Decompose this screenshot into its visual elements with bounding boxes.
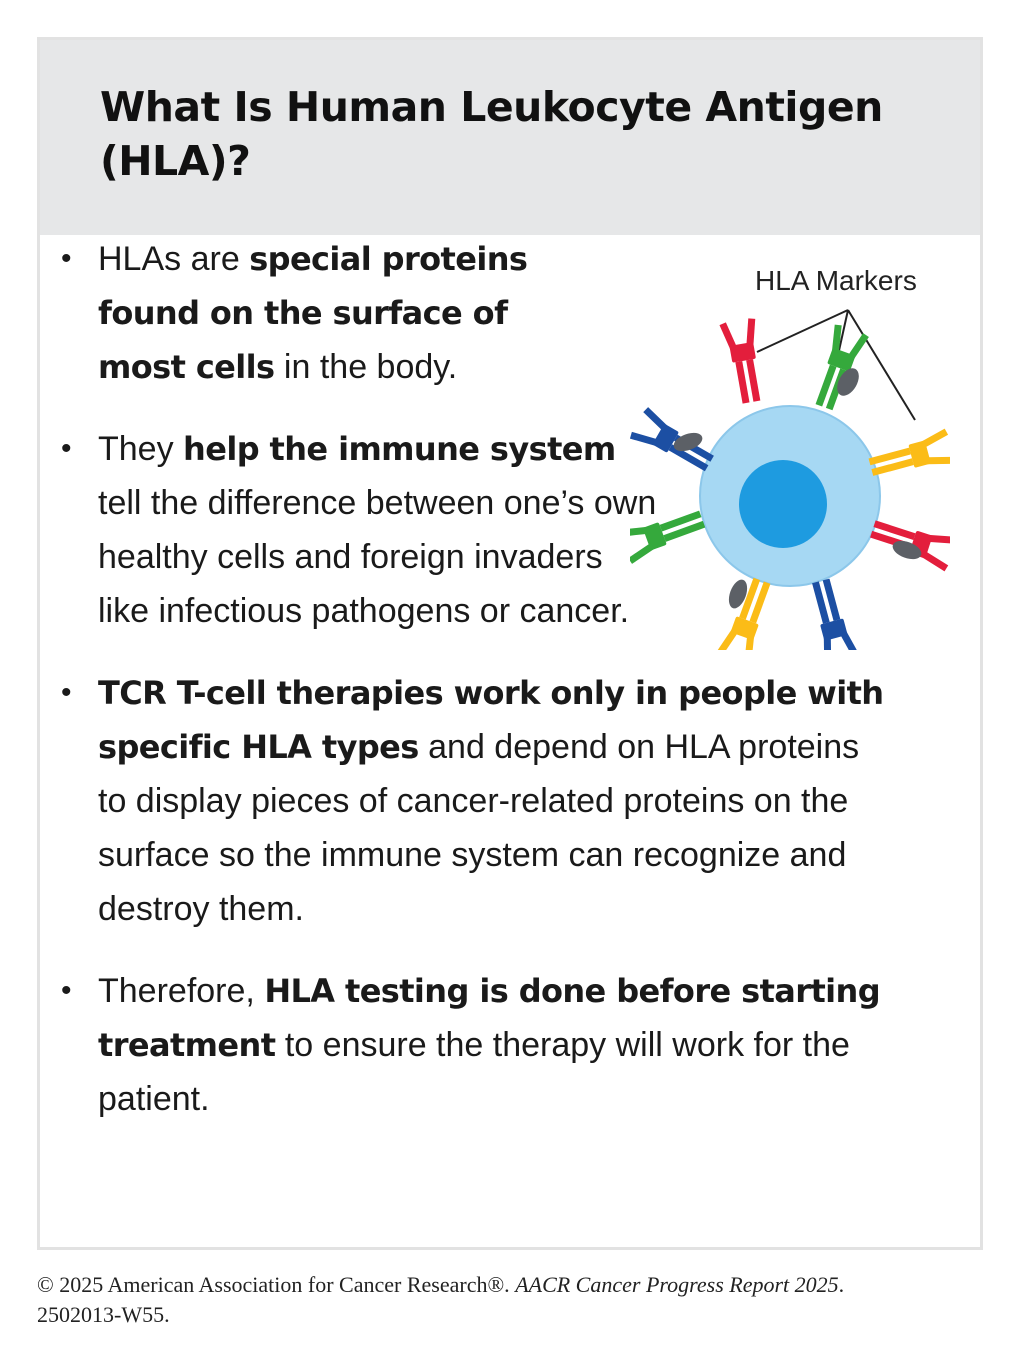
hla-marker-blue	[803, 576, 860, 650]
cell-nucleus	[739, 460, 827, 548]
hla-marker-red	[719, 317, 769, 405]
hla-marker-green	[630, 502, 708, 565]
card-header	[40, 40, 980, 235]
bullet-text: in the body.	[274, 348, 458, 386]
pointer-line	[848, 310, 915, 420]
footer-line-1	[37, 1270, 987, 1300]
bullet-text: HLAs are	[98, 240, 250, 278]
bullet-item-4	[55, 964, 895, 1126]
hla-marker-green	[807, 323, 870, 413]
bullet-text: They	[98, 430, 184, 468]
hla-marker-yellow	[717, 575, 780, 650]
bullet-text: tell the difference between one’s own healthy cells and foreign invaders	[98, 484, 657, 576]
report-title: AACR Cancer Progress Report 2025	[515, 1272, 839, 1297]
bullet-text: Therefore,	[98, 972, 265, 1010]
bullet-text: like infectious pathogens or cancer.	[98, 592, 630, 630]
footer-punct: .	[838, 1272, 845, 1297]
hla-marker-blue	[630, 406, 718, 479]
bullet-item-1	[55, 232, 568, 394]
bullet-item-2	[55, 422, 668, 638]
bullet-bold: TCR T-cell therapies work only in people with specific HLA types	[98, 674, 884, 766]
bullet-text: to ensure the therapy will work for the patient.	[98, 1026, 850, 1118]
bullet-item-3	[55, 666, 895, 936]
bullet-bold: HLA testing is done before starting treatment	[98, 972, 881, 1064]
bullet-bold: special proteins found on the surface of most cells	[98, 240, 528, 386]
footer-code: 2502013-W55.	[37, 1302, 170, 1327]
bullet-text: and depend on HLA proteins to display pieces of cancer-related proteins on the surface so the immune system can recognize and destroy them.	[98, 728, 860, 928]
hla-marker-red	[867, 512, 950, 572]
hla-cell-illustration	[630, 260, 950, 650]
page-title: What Is Human Leukocyte Antigen (HLA)?	[100, 83, 883, 185]
copyright-text: © 2025 American Association for Cancer Research®.	[37, 1272, 516, 1297]
footer	[37, 1270, 987, 1330]
hla-markers-label: HLA Markers	[755, 265, 917, 296]
bullet-bold: help the immune system	[183, 430, 616, 468]
